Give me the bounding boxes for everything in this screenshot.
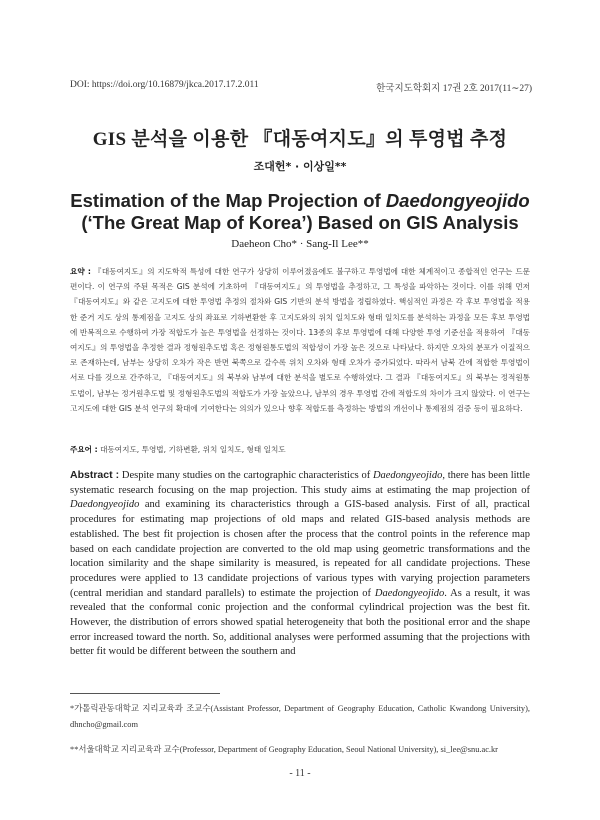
english-abstract-italic-3: Daedongyeojido: [374, 587, 445, 599]
korean-keywords: [70, 442, 530, 457]
korean-abstract-text: 『대동여지도』의 지도학적 특성에 대한 연구가 상당히 이루어졌음에도 불구하고 투영법에 대한 체계적이고 종합적인 연구는 드문 편이다. 이 연구의 주된 목적은 GIS 분석에 기초하여 『대동여지도』의 투영법을 추정하고, 그 특성을 파악하는 것이다. 이를 위해 먼저 『대동여지도』와 같은 고지도에 대한 투영법 추정의 절차와 GIS 기반의 분석 방법을 정립하였다. 핵심적인 과정은 각 후보 투영법을 적용한 준거 지도 상의 통제점을 고지도 상의 좌표로 기하변환한 후 고지도와의 위치 일치도와 형태 일치도를 분석하는 과정을 모든 후보 투영법에 반복적으로 수행하여 가장 적합도가 높은 투영법을 선정하는 것이다. 13종의 후보 투영법에 대해 다양한 투영 기준선을 적용하여 『대동여지도』의 투영법을 추정한 결과 정형원추도법 혹은 정형원통도법의 적합성이 가장 높은 것으로 나타났다. 하지만 오차의 분포가 이질적으로 존재하는데, 남부는 상당히 오차가 작은 반면 북쪽으로 갈수록 위치 오차와 형태 오차가 증가되었다. 따라서 남북 간에 적합한 투영법이 서로 다를 것으로 간주하고, 『대동여지도』의 북부와 남부에 대한 분석을 별도로 수행하였다. 그 결과 『대동여지도』의 북부는 정적원통도법이, 남부는 정거원추도법 및 정형원추도법의 적합도가 가장 높았으나, 남부의 경우 투영법 간에 적합도의 차이가 크지 않았다. 이 연구는 고지도에 대한 GIS 분석 연구의 확대에 기여한다는 의의가 있으나 향후 적합도를 측정하는 방법의 개선이나 통제점의 검증 등이 필요하다.: [70, 267, 530, 413]
english-abstract-italic-2: Daedongyeojido: [70, 499, 140, 511]
english-authors: Daeheon Cho* · Sang-Il Lee**: [231, 238, 369, 250]
footnote-second-author: **서울대학교 지리교육과 교수(Professor, Department of Geography Education, Seoul National University), si_lee@snu.ac.kr: [70, 745, 498, 754]
korean-keywords-text: 대동여지도, 투영법, 기하변환, 위치 일치도, 형태 일치도: [97, 445, 286, 454]
korean-abstract: [70, 264, 530, 416]
page-number: - 11 -: [289, 768, 311, 779]
korean-title-part-1: GIS 분석을 이용한 『: [92, 129, 273, 150]
korean-keywords-label: 주요어 :: [70, 445, 98, 454]
korean-title-part-2: 』의 투영법 추정: [365, 129, 508, 150]
english-title-map-name: Daedongyeojido: [385, 190, 530, 211]
korean-abstract-label: 요약 :: [70, 267, 91, 276]
english-abstract-italic-1: Daedongyeojido: [372, 470, 443, 481]
english-title-line-1: [0, 190, 600, 212]
english-abstract-label: Abstract :: [70, 469, 120, 481]
english-abstract-part-2: , there has been little systematic research focusing on the map projection. This study aims at estimating the map projection of: [70, 470, 530, 496]
journal-citation: 한국지도학회지 17권 2호 2017(11∼27): [376, 84, 532, 94]
footnote-divider: [70, 693, 220, 694]
footnote-first-author: *가톨릭관동대학교 지리교육과 조교수(Assistant Professor, Department of Geography Education, Catholic Kwandong University), dhncho@gmail.com: [70, 704, 530, 729]
english-title-line-2: (‘The Great Map of Korea’) Based on GIS Analysis: [81, 212, 519, 233]
doi-text[interactable]: DOI: https://doi.org/10.16879/jkca.2017.17.2.011: [70, 80, 259, 90]
english-abstract: [70, 468, 530, 660]
english-abstract-part-1: Despite many studies on the cartographic characteristics of: [119, 470, 373, 481]
korean-title: [0, 124, 600, 151]
page-header: [70, 80, 532, 94]
english-abstract-part-3: and examining its characteristics through a GIS-based analysis. First of all, practical procedures for estimating map projections of old maps and related GIS-based analysis methods are established. The best fit projection is chosen after the process that the control points in the reference map based on each candidate projection are converted to the old map using geometric transformations and the location similarity and the shape similarity is measured, is repeated for all candidate projections. These procedures were applied to 13 candidate projections of various types with varying projection parameters (central meridian and standard parallels) to estimate the projection of: [70, 499, 530, 599]
english-title-prefix: Estimation of the Map Projection of: [70, 190, 386, 211]
korean-authors: 조대헌* · 이상일**: [253, 160, 347, 173]
english-title: [0, 190, 600, 234]
korean-title-map-name: 대동여지도: [272, 129, 366, 150]
english-abstract-part-4: . As a result, it was revealed that the conformal conic projection and the conformal cylindrical projection was the best fit. However, the distribution of errors showed spatial heterogeneity that both the positional error and the shape error increased toward the north. So, additional analyses were performed assuming that the projections with better fit would be different between the southern and: [70, 587, 530, 658]
